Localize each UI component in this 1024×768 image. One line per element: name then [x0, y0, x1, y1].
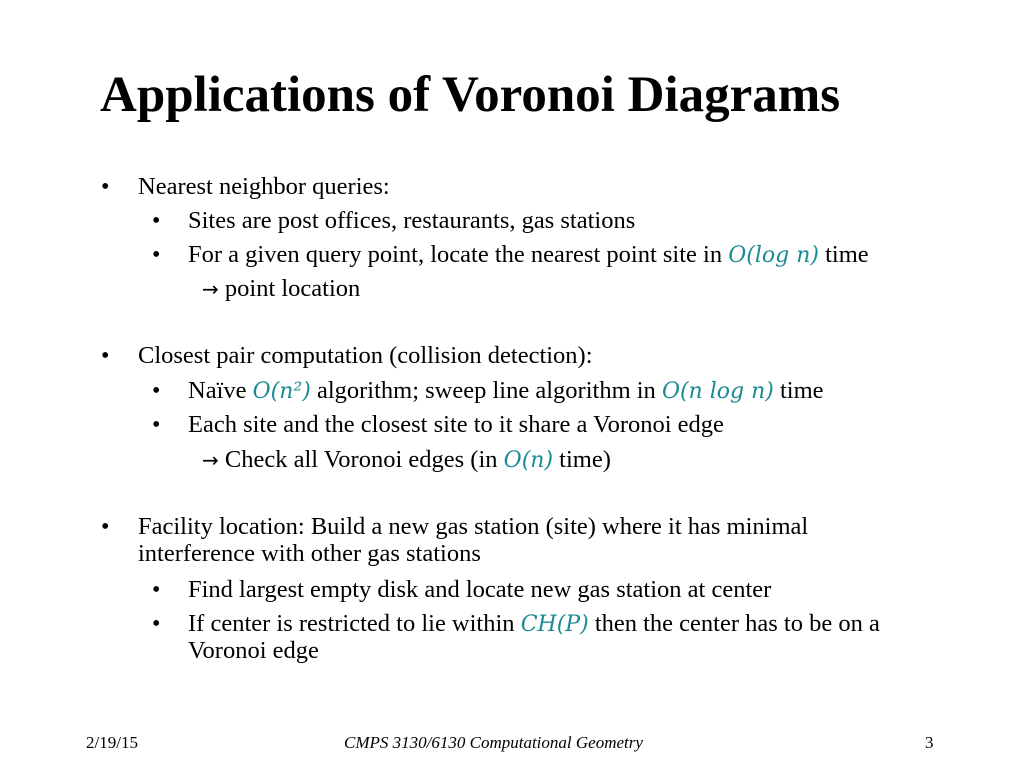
- text-fragment: Naïve: [188, 377, 253, 404]
- bullet-icon: •: [152, 611, 161, 637]
- sub-bullet-largest-disk: Find largest empty disk and locate new gas station at center: [188, 576, 772, 603]
- arrow-line-point-location: [202, 275, 360, 303]
- text-fragment: If center is restricted to lie within: [188, 610, 521, 637]
- text-fragment: Check all Voronoi edges (in: [218, 446, 504, 473]
- sub-bullet-sites: Sites are post offices, restaurants, gas stations: [188, 207, 636, 234]
- text-fragment: For a given query point, locate the nearest point site in: [188, 241, 729, 268]
- bullet-nearest-neighbor: Nearest neighbor queries:: [138, 173, 390, 200]
- sub-bullet-convex-hull-line2: Voronoi edge: [188, 637, 319, 664]
- footer-page-number: 3: [925, 733, 934, 752]
- bullet-icon: •: [101, 174, 110, 200]
- right-arrow-icon: →: [202, 448, 219, 472]
- sub-bullet-share-edge: Each site and the closest site to it share a Voronoi edge: [188, 411, 724, 438]
- text-fragment: time): [553, 446, 611, 473]
- bullet-icon: •: [152, 208, 161, 234]
- math-ch-p: CH(P): [520, 612, 589, 637]
- bullet-facility-location-line2: interference with other gas stations: [138, 540, 481, 567]
- bullet-icon: •: [152, 378, 161, 404]
- text-fragment: point location: [218, 275, 361, 302]
- text-fragment: algorithm; sweep line algorithm in: [310, 377, 662, 404]
- math-o-n: O(n): [503, 448, 554, 473]
- bullet-closest-pair: Closest pair computation (collision detection):: [138, 342, 593, 369]
- text-fragment: time: [773, 377, 824, 404]
- bullet-icon: •: [101, 343, 110, 369]
- bullet-icon: •: [101, 514, 110, 540]
- bullet-icon: •: [152, 242, 161, 268]
- text-fragment: time: [818, 241, 869, 268]
- slide-title: Applications of Voronoi Diagrams: [100, 67, 841, 123]
- footer-course: CMPS 3130/6130 Computational Geometry: [344, 733, 643, 752]
- bullet-icon: •: [152, 577, 161, 603]
- sub-bullet-convex-hull: [188, 610, 880, 639]
- text-fragment: then the center has to be on a: [588, 610, 880, 637]
- footer-date: 2/19/15: [86, 733, 138, 752]
- sub-bullet-query-point: [188, 241, 869, 270]
- math-o-log-n: O(log n): [728, 243, 819, 268]
- right-arrow-icon: →: [202, 277, 219, 301]
- arrow-line-check-edges: [202, 446, 611, 475]
- bullet-facility-location-line1: Facility location: Build a new gas station (site) where it has minimal: [138, 513, 809, 540]
- math-o-n-squared: O(n²): [252, 379, 311, 404]
- bullet-icon: •: [152, 412, 161, 438]
- sub-bullet-naive-algorithm: [188, 377, 824, 406]
- math-o-n-log-n: O(n log n): [661, 379, 774, 404]
